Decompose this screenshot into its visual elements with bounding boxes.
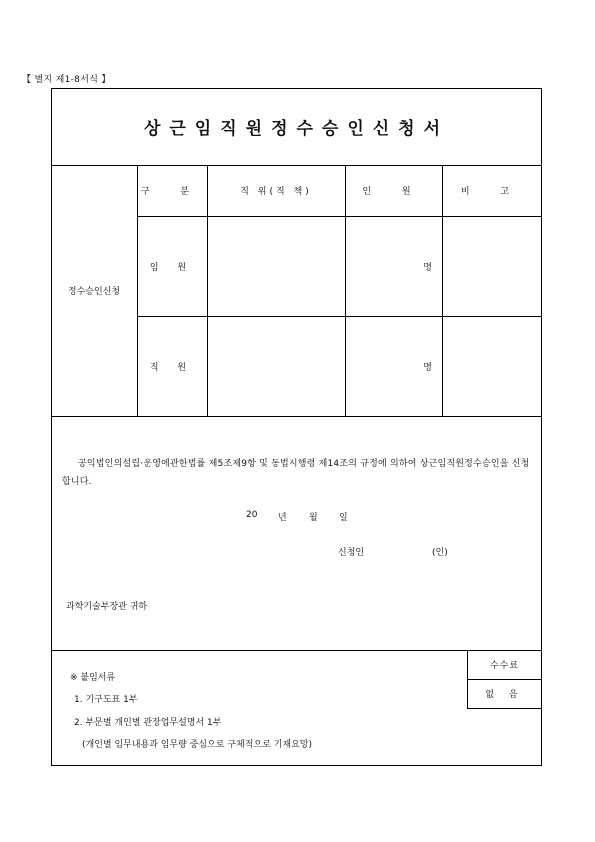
applicant-label: 신청인 [338, 548, 365, 558]
header-position: 직 위(직 책) [240, 187, 312, 197]
side-label: 정수승인신청 [67, 287, 121, 297]
form-title: 상근임직원정수승인신청서 [143, 119, 450, 139]
row-category-executives: 임 원 [149, 262, 195, 273]
header-remarks: 비 고 [460, 187, 524, 197]
staff-remarks-field[interactable] [443, 317, 541, 415]
executives-remarks-field[interactable] [443, 217, 541, 315]
staff-position-field[interactable] [208, 317, 344, 415]
executives-count-field[interactable]: 명 [423, 262, 432, 273]
header-category: 구 분 [140, 187, 204, 197]
date-month-label: 월 [309, 513, 318, 523]
form-number-label: 【 별지 제1-8서식 】 [22, 75, 111, 85]
staff-count-field[interactable]: 명 [423, 362, 432, 373]
executives-position-field[interactable] [208, 217, 344, 315]
date-day-label: 일 [339, 513, 348, 523]
row-category-staff: 직 원 [149, 362, 195, 373]
fee-value: 없 음 [485, 690, 524, 700]
header-headcount: 인 원 [362, 187, 425, 197]
recipient-line: 과학기술부장관 귀하 [66, 602, 148, 612]
table-bottom-divider [51, 416, 542, 417]
fee-label: 수수료 [489, 661, 520, 671]
attachment-item: 1. 기구도표 1부 [74, 695, 138, 705]
date-prefix: 20 [246, 510, 258, 520]
date-year-label: 년 [278, 513, 287, 523]
application-statement: 공익법인의설립·운영에관한법률 제5조제9항 및 동법시행령 제14조의 규정에 의하여 상근임직원정수승인을 신청합니다. [62, 459, 530, 487]
attachments-heading: ※ 붙임서류 [70, 673, 116, 683]
seal-mark: (인) [432, 548, 448, 558]
attachment-note: (개인별 임무내용과 임무량 중심으로 구체적으로 기재요망) [82, 740, 312, 750]
fee-bottom-divider [467, 708, 542, 709]
attachment-item: 2. 부문별 개인별 관장업무설명서 1부 [74, 718, 222, 728]
